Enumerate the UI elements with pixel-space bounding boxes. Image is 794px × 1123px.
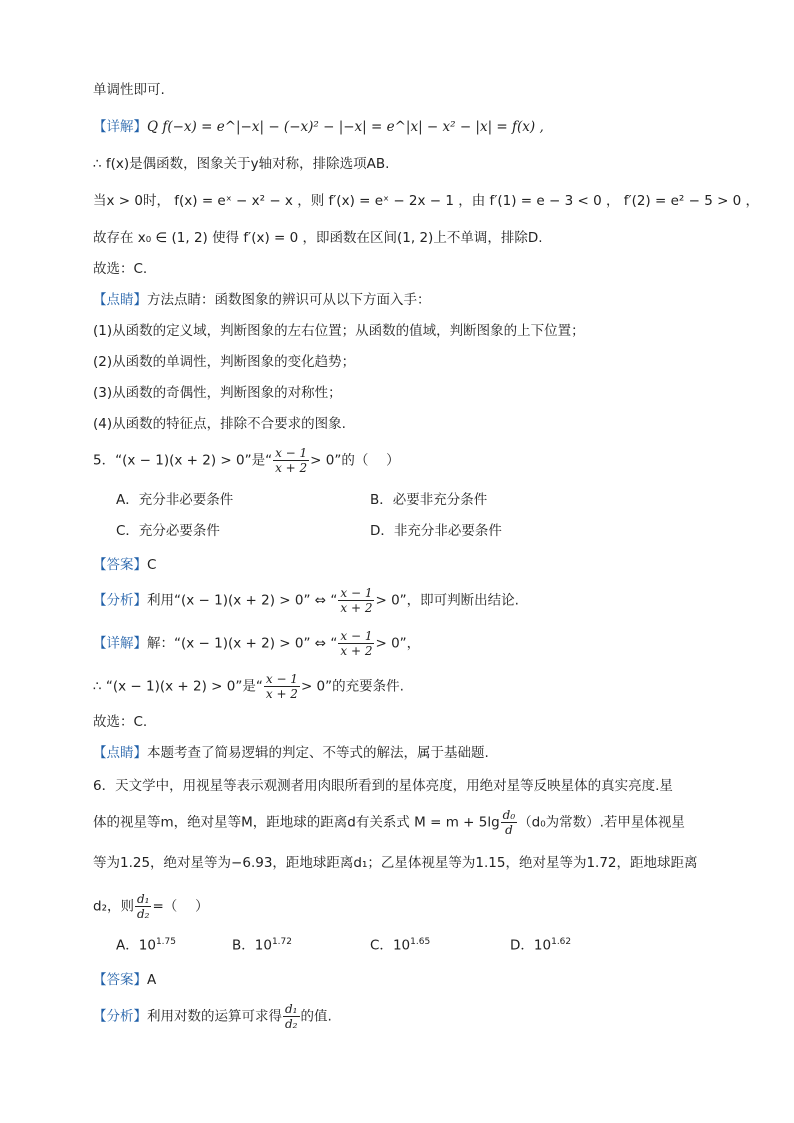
fraction: $\frac{x - 1}{x + 2}$ bbox=[340, 586, 373, 615]
text-line: (4)从函数的特征点，排除不合要求的图象. bbox=[93, 416, 346, 432]
answer-tag: 【答案】 bbox=[93, 972, 147, 988]
text-line: (2)从函数的单调性，判断图象的变化趋势； bbox=[93, 354, 356, 370]
question-6-line: 6．天文学中，用视星等表示观测者用肉眼所看到的星体亮度，用绝对星等反映星体的真实亮度.星 bbox=[93, 778, 673, 794]
text-line: (1)从函数的定义域，判断图象的左右位置；从函数的值域，判断图象的上下位置； bbox=[93, 323, 585, 339]
answer-line: 【答案】C bbox=[93, 557, 157, 573]
text-line: (3)从函数的奇偶性，判断图象的对称性； bbox=[93, 385, 342, 401]
text-line: 单调性即可. bbox=[93, 82, 165, 98]
detail-tag: 【详解】 bbox=[93, 635, 147, 652]
detail-line bbox=[93, 117, 544, 137]
question-5-stem: 5．“(x − 1)(x + 2) > 0”是“ $\frac{x - 1}{x + 2}$ > 0”的（ ） bbox=[93, 446, 400, 475]
option-a: A．充分非必要条件 bbox=[116, 492, 234, 508]
analysis-tag: 【分析】 bbox=[93, 1008, 147, 1025]
note-line: 【点睛】本题考查了简易逻辑的判定、不等式的解法，属于基础题. bbox=[93, 745, 489, 761]
note-line: 【点睛】方法点睛：函数图象的辨识可从以下方面入手： bbox=[93, 292, 431, 308]
option-d: D．非充分非必要条件 bbox=[370, 523, 502, 539]
answer-tag: 【答案】 bbox=[93, 557, 147, 573]
option-c: C．$10^{1.65}$ bbox=[370, 937, 431, 954]
text-line: 故选：C. bbox=[93, 261, 148, 277]
option-d: D．$10^{1.62}$ bbox=[510, 937, 572, 954]
answer-line: 【答案】A bbox=[93, 972, 157, 988]
text-line: ∴ f(x)是偶函数，图象关于y轴对称，排除选项AB. bbox=[93, 156, 390, 172]
analysis-line: 【分析】利用对数的运算可求得 $\frac{\text{d₁}}{\text{d₂}}$ 的值. bbox=[93, 1002, 332, 1031]
text-line: 当x > 0时， f(x) = eˣ − x² − x ，则 f′(x) = eˣ − 2x − 1 ，由 f′(1) = e − 3 < 0 ， f′(2) = e² − 5 > 0 ， bbox=[93, 193, 760, 209]
fraction: $\frac{\text{d₀}}{d}$ bbox=[502, 808, 516, 837]
analysis-line: 【分析】利用“(x − 1)(x + 2) > 0” ⇔ “ $\frac{x - 1}{x + 2}$ > 0”，即可判断出结论. bbox=[93, 586, 519, 615]
analysis-tag: 【分析】 bbox=[93, 592, 147, 609]
detail-tag: 【详解】 bbox=[93, 119, 147, 135]
question-6-line: 体的视星等m，绝对星等M，距地球的距离d有关系式 M = m + 5lg $\frac{\text{d₀}}{d}$ （d₀为常数）.若甲星体视星 bbox=[93, 808, 685, 837]
option-a: A．$10^{1.75}$ bbox=[116, 937, 176, 954]
text-line: 故存在 x₀ ∈ (1, 2) 使得 f′(x) = 0 ，即函数在区间(1, 2)上不单调，排除D. bbox=[93, 230, 543, 246]
question-6-line: 等为1.25，绝对星等为−6.93，距地球距离d₁；乙星体视星等为1.15，绝对星等为1.72，距地球距离 bbox=[93, 855, 698, 871]
question-6-line: d₂，则 $\frac{\text{d₁}}{\text{d₂}}$ =（ ） bbox=[93, 892, 209, 921]
fraction: $\frac{x - 1}{x + 2}$ bbox=[340, 629, 373, 658]
detail-line: 【详解】解：“(x − 1)(x + 2) > 0” ⇔ “ $\frac{x - 1}{x + 2}$ > 0”， bbox=[93, 629, 421, 658]
fraction: $\frac{\text{d₁}}{\text{d₂}}$ bbox=[136, 892, 150, 921]
text-line: 故选：C. bbox=[93, 714, 148, 730]
option-b: B．必要非充分条件 bbox=[370, 492, 488, 508]
option-b: B．$10^{1.72}$ bbox=[232, 937, 292, 954]
fraction: $\frac{x - 1}{x + 2}$ bbox=[275, 446, 308, 475]
note-tag: 【点睛】 bbox=[93, 292, 147, 308]
note-tag: 【点睛】 bbox=[93, 745, 147, 761]
fraction: $\frac{x - 1}{x + 2}$ bbox=[265, 672, 298, 701]
conclusion-line: ∴ “(x − 1)(x + 2) > 0”是“ $\frac{x - 1}{x + 2}$ > 0”的充要条件. bbox=[93, 672, 404, 701]
option-c: C．充分必要条件 bbox=[116, 523, 220, 539]
formula: Q f(−x) = e^|−x| − (−x)² − |−x| = e^|x| − x² − |x| = f(x) , bbox=[147, 119, 544, 135]
fraction: $\frac{\text{d₁}}{\text{d₂}}$ bbox=[285, 1002, 298, 1031]
